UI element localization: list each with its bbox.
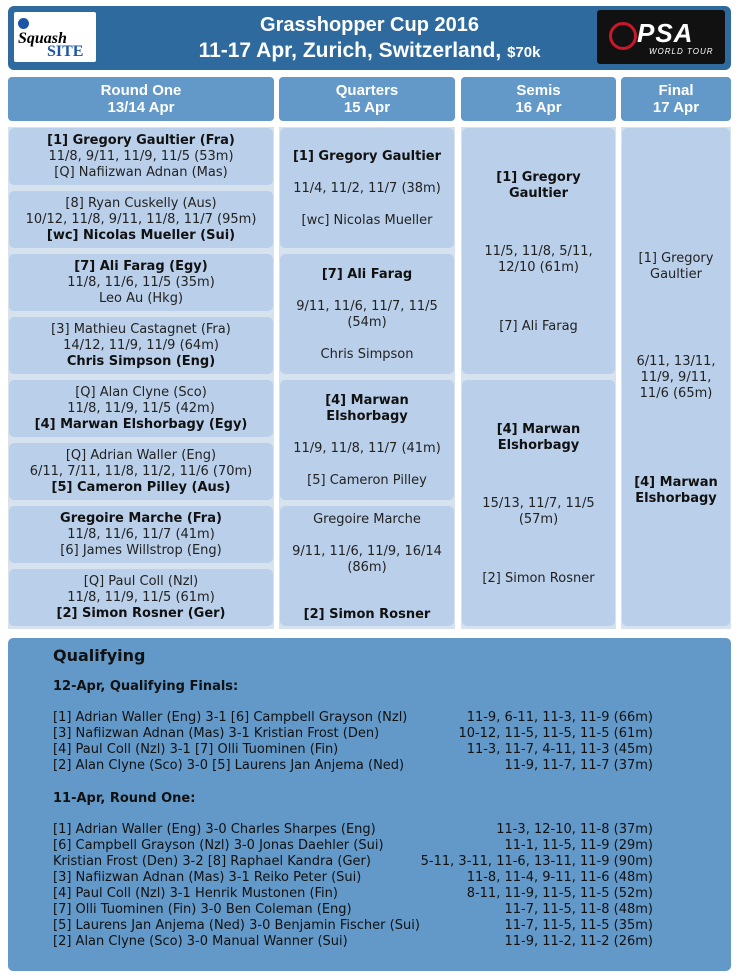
player-two: [Q] Nafiizwan Adnan (Mas) (54, 165, 228, 180)
match-result: [1] Adrian Waller (Eng) 3-0 Charles Sharpes (Eng) (53, 822, 376, 837)
match-score: 11/9, 11/8, 11/7 (41m) (293, 441, 441, 456)
match-score: 11/8, 11/9, 11/5 (42m) (67, 401, 215, 416)
player-two: Chris Simpson (320, 347, 414, 362)
match-result: [4] Paul Coll (Nzl) 3-1 [7] Olli Tuominen (Fin) (53, 742, 339, 757)
column-header-quarters (279, 77, 455, 121)
prize-money: $70k (507, 44, 541, 61)
player-one-surname: Elshorbagy (497, 438, 580, 453)
logo-word-squash: Squash (18, 30, 67, 47)
match-score: 11/4, 11/2, 11/7 (38m) (293, 181, 441, 196)
qualifying-result-row (53, 886, 653, 902)
match-card (9, 569, 273, 626)
player-one: [1] Gregory (638, 251, 714, 266)
column-header-round-one (8, 77, 274, 121)
column-header-semis (461, 77, 616, 121)
column-name: Semis (516, 82, 561, 99)
player-one: [7] Ali Farag (321, 267, 413, 282)
match-score: 9/11, 11/6, 11/9, 16/14 (292, 544, 442, 559)
match-score: 11/8, 11/6, 11/5 (35m) (67, 275, 215, 290)
player-two: Chris Simpson (Eng) (66, 354, 216, 369)
page-header (8, 6, 731, 70)
match-card (462, 380, 615, 626)
match-score-cont: 11/6 (65m) (639, 386, 713, 401)
player-one: [1] Gregory (496, 170, 581, 185)
match-score: 11/8, 11/9, 11/5 (61m) (67, 590, 215, 605)
match-score: 10-12, 11-5, 11-5, 11-5 (61m) (458, 726, 653, 741)
match-result: [6] Campbell Grayson (Nzl) 3-0 Jonas Daehler (Sui) (53, 838, 384, 853)
player-two: [2] Simon Rosner (Ger) (56, 606, 226, 621)
player-two: [5] Cameron Pilley (Aus) (51, 480, 231, 495)
match-card (280, 506, 454, 626)
match-result: [5] Laurens Jan Anjema (Ned) 3-0 Benjamin Fischer (Sui) (53, 918, 420, 933)
match-score: 6/11, 7/11, 11/8, 11/2, 11/6 (70m) (29, 464, 253, 479)
match-card (9, 443, 273, 500)
match-score: 11/8, 11/6, 11/7 (41m) (67, 527, 215, 542)
column-date: 17 Apr (652, 99, 700, 116)
player-two-surname: Elshorbagy (635, 491, 717, 506)
match-result: [4] Paul Coll (Nzl) 3-1 Henrik Mustonen (Fin) (53, 886, 338, 901)
match-card (280, 380, 454, 500)
qualifying-result-row (53, 870, 653, 886)
match-duration: (86m) (347, 560, 387, 575)
match-score-cont: 11/9, 9/11, (640, 370, 712, 385)
player-figure-icon (609, 22, 637, 50)
match-card (9, 254, 273, 311)
player-one: [8] Ryan Cuskelly (Aus) (65, 196, 217, 211)
match-card (280, 128, 454, 248)
player-one-surname: Gaultier (650, 267, 702, 282)
qualifying-result-row (53, 726, 653, 742)
qualifying-result-row (53, 838, 653, 854)
player-one: [Q] Alan Clyne (Sco) (75, 385, 207, 400)
match-result: Kristian Frost (Den) 3-2 [8] Raphael Kandra (Ger) (53, 854, 371, 869)
player-one: [4] Marwan (325, 393, 409, 408)
match-score: 9/11, 11/6, 11/7, 11/5 (296, 299, 438, 314)
player-two: [wc] Nicolas Mueller (301, 213, 433, 228)
player-one: [1] Gregory Gaultier (Fra) (47, 133, 235, 148)
column-name: Round One (100, 82, 182, 99)
match-score: 11-9, 11-7, 11-7 (37m) (504, 758, 653, 773)
qualifying-result-row (53, 822, 653, 838)
qualifying-result-row (53, 934, 653, 950)
match-duration: (54m) (347, 315, 387, 330)
qualifying-result-row (53, 854, 653, 870)
match-result: [7] Olli Tuominen (Fin) 3-0 Ben Coleman (Eng) (53, 902, 352, 917)
match-score: 5-11, 3-11, 11-6, 13-11, 11-9 (90m) (420, 854, 653, 869)
player-one: Gregoire Marche (Fra) (60, 511, 222, 526)
player-one: [3] Mathieu Castagnet (Fra) (51, 322, 231, 337)
match-score: 10/12, 11/8, 9/11, 11/8, 11/7 (95m) (25, 212, 257, 227)
match-score: 6/11, 13/11, (636, 354, 716, 369)
column-header-final (621, 77, 731, 121)
match-result: [1] Adrian Waller (Eng) 3-1 [6] Campbell Grayson (Nzl) (53, 710, 408, 725)
player-two: [7] Ali Farag (499, 319, 578, 334)
column-name: Quarters (335, 82, 399, 99)
column-date: 15 Apr (343, 99, 391, 116)
match-score: 11-9, 6-11, 11-3, 11-9 (66m) (466, 710, 653, 725)
match-score: 11-1, 11-5, 11-9 (29m) (504, 838, 653, 853)
qualifying-result-row (53, 918, 653, 934)
match-duration: (57m) (518, 512, 559, 527)
match-card (9, 506, 273, 563)
match-score: 11/8, 9/11, 11/9, 11/5 (53m) (48, 149, 234, 164)
match-score: 11-7, 11-5, 11-5 (35m) (504, 918, 653, 933)
match-score-cont: 12/10 (61m) (498, 260, 579, 275)
qualifying-title: Qualifying (53, 646, 146, 665)
match-card (9, 317, 273, 374)
player-one-surname: Elshorbagy (326, 409, 408, 424)
match-card (9, 191, 273, 248)
match-card (9, 128, 273, 185)
column-date: 13/14 Apr (107, 99, 175, 116)
qualifying-result-row (53, 742, 653, 758)
player-one: [1] Gregory Gaultier (292, 149, 442, 164)
match-score: 11-8, 11-4, 9-11, 11-6 (48m) (466, 870, 653, 885)
player-two: [4] Marwan (634, 475, 718, 490)
qualifying-finals-title: 12-Apr, Qualifying Finals: (53, 679, 239, 694)
player-two: [4] Marwan Elshorbagy (Egy) (34, 417, 248, 432)
match-card (462, 128, 615, 374)
player-one: Gregoire Marche (313, 512, 421, 527)
qualifying-panel (8, 638, 731, 971)
psa-world-tour-logo[interactable] (597, 10, 725, 64)
player-two: Leo Au (Hkg) (98, 291, 184, 306)
match-card (280, 254, 454, 374)
player-two: [6] James Willstrop (Eng) (60, 543, 222, 558)
event-dates-location: 11-17 Apr, Zurich, Switzerland, (198, 39, 502, 62)
match-result: [3] Nafiizwan Adnan (Mas) 3-1 Kristian Frost (Den) (53, 726, 380, 741)
player-two: [wc] Nicolas Mueller (Sui) (46, 228, 236, 243)
qualifying-result-row (53, 710, 653, 726)
qualifying-result-row (53, 902, 653, 918)
player-one: [7] Ali Farag (Egy) (74, 259, 208, 274)
match-score: 11-9, 11-2, 11-2 (26m) (504, 934, 653, 949)
column-name: Final (658, 82, 694, 99)
match-score: 8-11, 11-9, 11-5, 11-5 (52m) (466, 886, 653, 901)
player-two: [5] Cameron Pilley (307, 473, 427, 488)
player-one-surname: Gaultier (508, 186, 569, 201)
qualifying-round-one-title: 11-Apr, Round One: (53, 791, 196, 806)
match-score: 14/12, 11/9, 11/9 (64m) (63, 338, 219, 353)
match-result: [3] Nafiizwan Adnan (Mas) 3-1 Reiko Peter (Sui) (53, 870, 362, 885)
player-one: [Q] Paul Coll (Nzl) (83, 574, 199, 589)
match-result: [2] Alan Clyne (Sco) 3-0 Manual Wanner (Sui) (53, 934, 348, 949)
player-two: [2] Simon Rosner (482, 571, 595, 586)
match-card (9, 380, 273, 437)
match-score: 15/13, 11/7, 11/5 (482, 496, 595, 511)
player-one: [Q] Adrian Waller (Eng) (65, 448, 217, 463)
column-date: 16 Apr (515, 99, 562, 116)
match-score: 11-7, 11-5, 11-8 (48m) (504, 902, 653, 917)
match-score: 11-3, 11-7, 4-11, 11-3 (45m) (466, 742, 653, 757)
match-score: 11/5, 11/8, 5/11, (484, 244, 593, 259)
world-tour-text: WORLD TOUR (649, 47, 714, 56)
player-two: [2] Simon Rosner (303, 607, 431, 622)
match-result: [2] Alan Clyne (Sco) 3-0 [5] Laurens Jan Anjema (Ned) (53, 758, 405, 773)
player-one: [4] Marwan (496, 422, 581, 437)
psa-logo-text: PSA (637, 18, 694, 48)
qualifying-result-row (53, 758, 653, 774)
match-score: 11-3, 12-10, 11-8 (37m) (496, 822, 653, 837)
page-title: Grasshopper Cup 2016 (260, 14, 479, 36)
logo-word-site: SITE (47, 43, 84, 60)
match-card (622, 128, 730, 626)
